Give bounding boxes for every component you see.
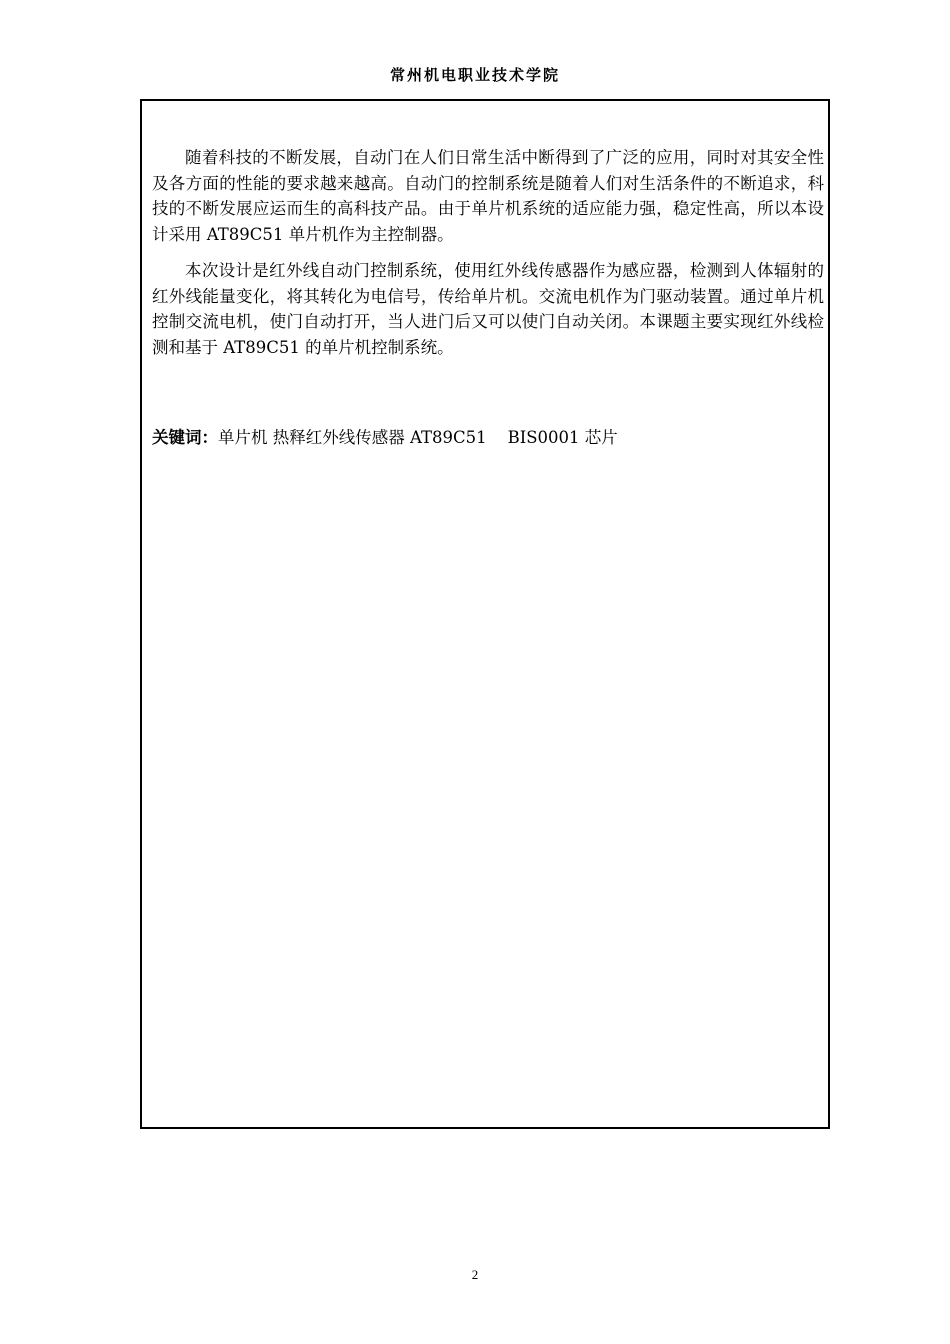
keywords-value: 单片机 热释红外线传感器 AT89C51 BIS0001 芯片 bbox=[218, 428, 618, 447]
page-header-title: 常州机电职业技术学院 bbox=[389, 66, 560, 84]
content-frame bbox=[140, 99, 830, 1129]
keywords-label: 关键词： bbox=[152, 428, 218, 447]
abstract-paragraph-1: 随着科技的不断发展，自动门在人们日常生活中断得到了广泛的应用，同时对其安全性及各方面的性能的要求越来越高。自动门的控制系统是随着人们对生活条件的不断追求，科技的不断发展应运而生的高科技产品。由于单片机系统的适应能力强，稳定性高，所以本设计采用 AT89C51 单片机作为主控制器。 bbox=[152, 148, 824, 244]
page-number: 2 bbox=[471, 1267, 479, 1282]
abstract-paragraph-2: 本次设计是红外线自动门控制系统，使用红外线传感器作为感应器，检测到人体辐射的红外线能量变化，将其转化为电信号，传给单片机。交流电机作为门驱动装置。通过单片机控制交流电机，使门自动打开，当人进门后又可以使门自动关闭。本课题主要实现红外线检测和基于 AT89C51 的单片机控制系统。 bbox=[152, 261, 824, 357]
keywords-line bbox=[152, 425, 618, 450]
